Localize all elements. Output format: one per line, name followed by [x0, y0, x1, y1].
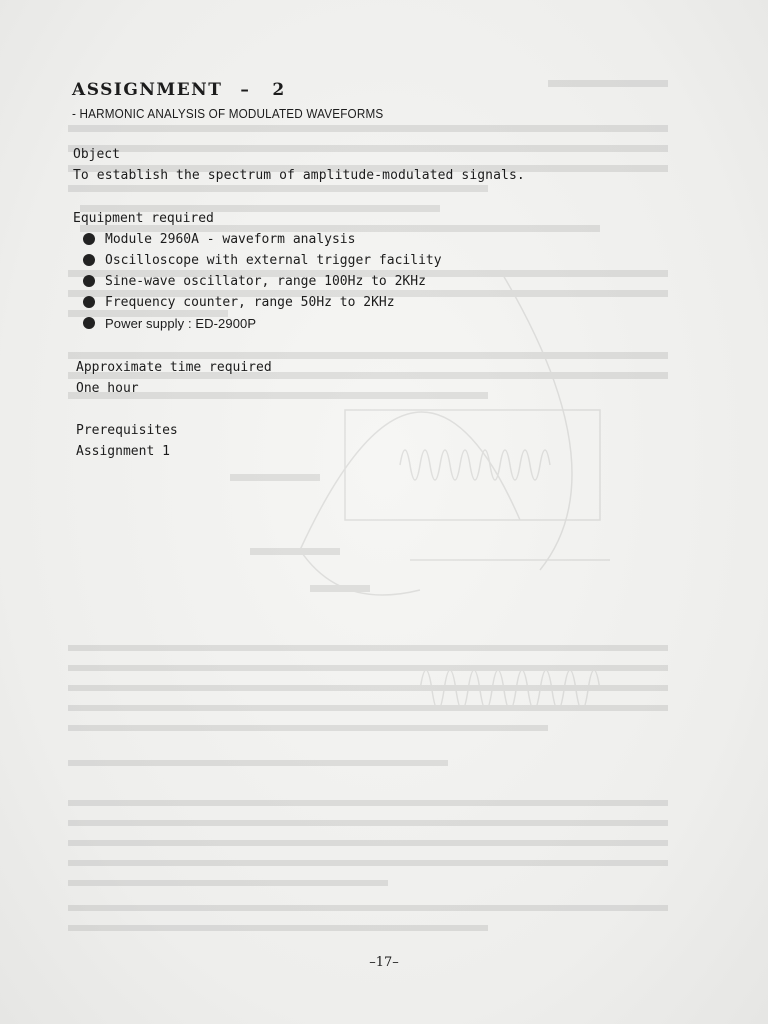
- time-value: One hour: [76, 381, 139, 396]
- equipment-item: [73, 292, 442, 313]
- equipment-item-label: Power supply : ED-2900P: [105, 316, 257, 331]
- equipment-item-label: Frequency counter, range 50Hz to 2KHz: [105, 295, 395, 310]
- equipment-list: [73, 229, 442, 335]
- title-word: ASSIGNMENT: [72, 80, 223, 100]
- title-dash: –: [240, 80, 251, 100]
- bullet-icon: [83, 317, 95, 329]
- equipment-item: [73, 229, 442, 250]
- prerequisites-heading: Prerequisites: [76, 423, 178, 438]
- object-heading: Object: [73, 147, 120, 162]
- bullet-icon: [83, 254, 95, 266]
- prerequisites-section: [76, 420, 178, 462]
- assignment-subtitle: - HARMONIC ANALYSIS OF MODULATED WAVEFORMS: [72, 106, 384, 121]
- equipment-item: [73, 250, 442, 271]
- equipment-heading: Equipment required: [73, 211, 214, 226]
- equipment-item-label: Oscilloscope with external trigger facility: [105, 253, 442, 268]
- equipment-item-label: Module 2960A - waveform analysis: [105, 232, 356, 247]
- bullet-icon: [83, 233, 95, 245]
- equipment-section: [73, 208, 442, 335]
- bullet-icon: [83, 296, 95, 308]
- time-heading: Approximate time required: [76, 360, 272, 375]
- page-number: –17–: [369, 955, 399, 970]
- object-text: To establish the spectrum of amplitude-modulated signals.: [73, 168, 525, 183]
- equipment-item: [73, 313, 442, 335]
- equipment-item: [73, 271, 442, 292]
- assignment-title: [72, 80, 286, 100]
- equipment-item-label: Sine-wave oscillator, range 100Hz to 2KHz: [105, 274, 426, 289]
- prerequisites-value: Assignment 1: [76, 444, 170, 459]
- assignment-number: 2: [272, 80, 286, 100]
- object-section: [73, 144, 525, 186]
- time-section: [76, 357, 272, 399]
- bullet-icon: [83, 275, 95, 287]
